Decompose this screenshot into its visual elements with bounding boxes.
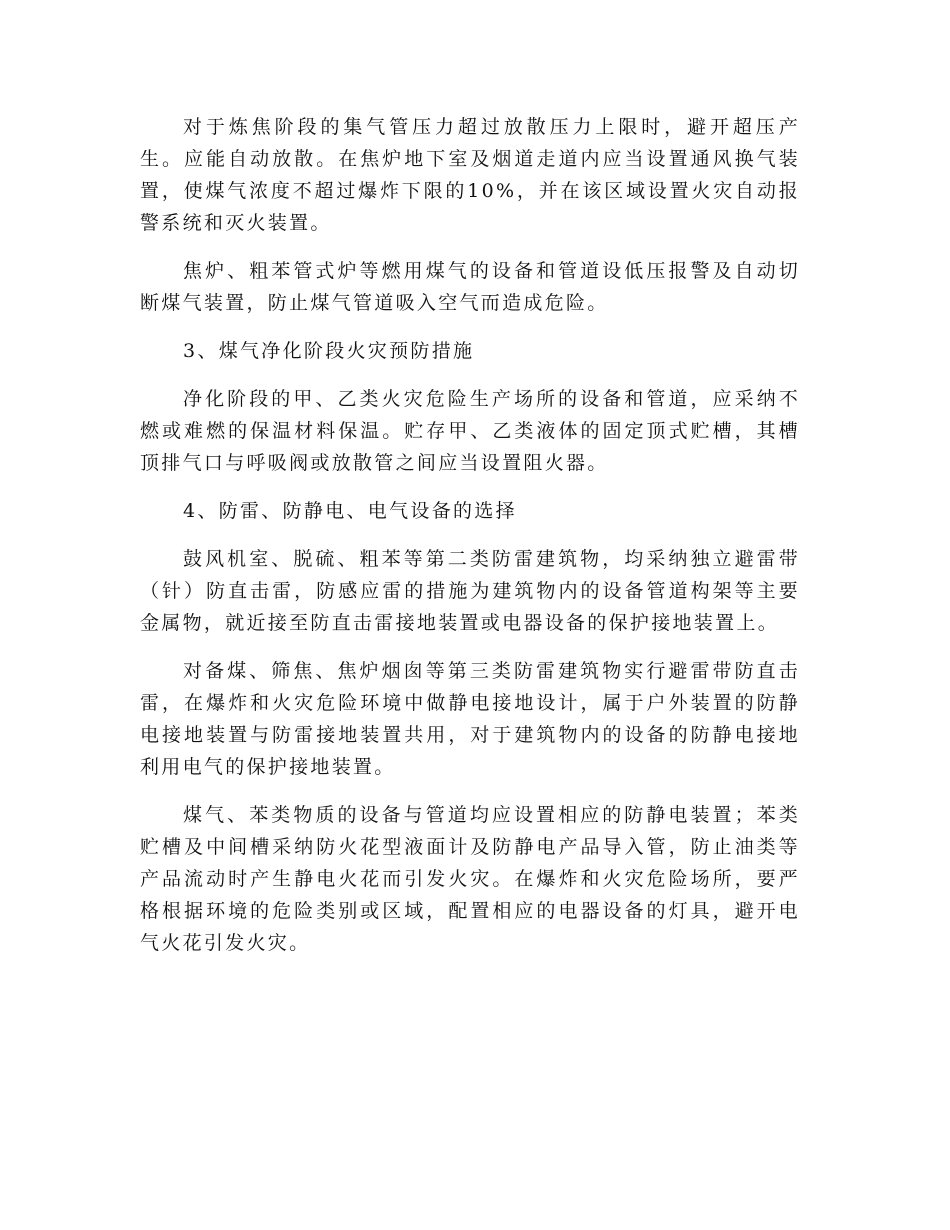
section-heading-purification: 3、煤气净化阶段火灾预防措施 xyxy=(183,340,475,362)
paragraph-static-protection: 煤气、苯类物质的设备与管道均应设置相应的防静电装置；苯类贮槽及中间槽采纳防火花型液面计及防静电产品导入管，防止油类等产品流动时产生静电火花而引发火灾。在爆炸和火灾危险场所，要严格根据环境的危险类别或区域，配置相应的电器设备的灯具，避开电气火花引发火灾。 xyxy=(140,804,800,954)
paragraph-coking-pressure: 对于炼焦阶段的集气管压力超过放散压力上限时，避开超压产生。应能自动放散。在焦炉地下室及烟道走道内应当设置通风换气装置，使煤气浓度不超过爆炸下限的10%，并在该区域设置火灾自动报警系统和灭火装置。 xyxy=(140,116,800,234)
section-heading-lightning: 4、防雷、防静电、电气设备的选择 xyxy=(183,500,517,522)
paragraph-low-pressure-alarm: 焦炉、粗苯管式炉等燃用煤气的设备和管道设低压报警及自动切断煤气装置，防止煤气管道吸入空气而造成危险。 xyxy=(140,260,800,314)
document-body xyxy=(140,111,800,975)
paragraph-class-three-lightning: 对备煤、筛焦、焦炉烟囱等第三类防雷建筑物实行避雷带防直击雷，在爆炸和火灾危险环境中做静电接地设计，属于户外装置的防静电接地装置与防雷接地装置共用，对于建筑物内的设备的防静电接地利用电气的保护接地装置。 xyxy=(140,660,800,778)
paragraph-class-two-lightning: 鼓风机室、脱硫、粗苯等第二类防雷建筑物，均采纳独立避雷带（针）防直击雷，防感应雷的措施为建筑物内的设备管道构架等主要金属物，就近接至防直击雷接地装置或电器设备的保护接地装置上。 xyxy=(140,548,800,634)
paragraph-purification-insulation: 净化阶段的甲、乙类火灾危险生产场所的设备和管道，应采纳不燃或难燃的保温材料保温。贮存甲、乙类液体的固定顶式贮槽，其槽顶排气口与呼吸阀或放散管之间应当设置阻火器。 xyxy=(140,388,800,474)
